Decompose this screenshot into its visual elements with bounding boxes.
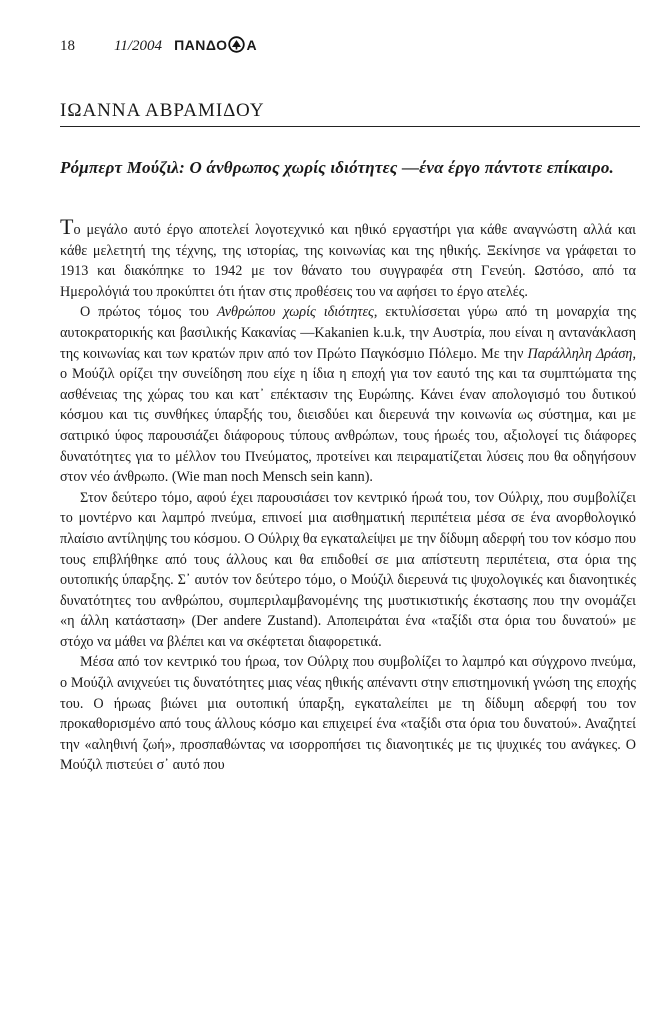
author-name: ΙΩΑΝΝΑ ΑΒΡΑΜΙΔΟΥ — [60, 100, 265, 121]
paragraph — [60, 214, 636, 302]
paragraph-text: , εκτυλίσσεται γύρω από τη μοναρχία της αυτοκρατορικής και βασιλικής Κακανίας —Kakanien k.u.k, την Αυστρία, που είναι η αντανάκλαση της κοινωνίας και των κρατών πριν από τον Πρώτο Παγκόσμιο Πόλεμο. Με την — [60, 304, 636, 362]
paragraph: Στον δεύτερο τόμο, αφού έχει παρουσιάσει τον κεντρικό ήρωά του, τον Ούλριχ, που συμβολίζει το μοντέρνο και λαμπρό πνεύμα, επινοεί μια αισθηματική περιπέτεια μέσα σε ένα ανορθολογικό πλαίσιο αντίληψης του κόσμου. Ο Ούλριχ θα εγκαταλείψει με την δίδυμη αδερφή του τον κόσμο που τους επιβλήθηκε από τους άλλους και θα επιδοθεί σε μια απίστευτη περιπέτεια, στα όρια της ουτοπικής ύπαρξης. Σ᾽ αυτόν τον δεύτερο τόμο, ο Μούζιλ διερευνά τις ψυχολογικές και διανοητικές δυνατότητες του ανθρώπου, συμπεριλαμβανομένης της μυστικιστικής έκστασης που την ονομάζει «η άλλη κατάσταση» (Der andere Zustand). Αποπειράται ένα «ταξίδι στα όρια του δυνατού» με στόχο να μάθει να βλέπει και να σκέφτεται διαφορετικά. — [60, 489, 636, 650]
paragraph-text: , ο Μούζιλ ορίζει την συνείδηση που είχε η ίδια η εποχή για τον εαυτό της και τα συμπτώματα της ασθένειας της χώρας του και κατ᾽ επέκτασιν της Ευρώπης. Κάνει έναν απολογισμό του δυτικού κόσμου και τις συνθήκες ύπαρξής του, διεισδύει και διερευνά την κοινωνία ως σύστημα, και με σατιρικό ύφος παρουσιάζει διάφορους τύπους ανθρώπων, τους ήρωές του, αξιολογεί τις διάφορες δυνατότητες για το μέλλον του Πνεύματος, προτείνει και πειραματίζεται λύσεις που θα οδηγήσουν στον νέο άνθρωπο. (Wie man noch Mensch sein kann). — [60, 345, 637, 486]
journal-name-part: ΠΑΝΔΟ — [174, 37, 228, 53]
journal-name-part: Α — [246, 37, 258, 53]
journal-logo-icon — [228, 36, 245, 56]
page-number: 18 — [60, 38, 75, 54]
italic-term: Παράλληλη Δράση — [527, 345, 633, 362]
article-body — [60, 214, 637, 776]
journal-name — [174, 36, 257, 56]
initial-letter: Τ — [60, 214, 74, 239]
article-title: Ρόμπερτ Μούζιλ: Ο άνθρωπος χωρίς ιδιότητες —ένα έργο πάντοτε επίκαιρο. — [60, 158, 614, 177]
paragraph-text: ο μεγάλο αυτό έργο αποτελεί λογοτεχνικό και ηθικό εργαστήρι για κάθε αναγνώστη αλλά και κάθε μελετητή της τέχνης, της ιστορίας, της κοινωνίας και της ηθικής. Ξεκίνησε να γράφεται το 1913 και διακόπηκε το 1942 με τον θάνατο του συγγραφέα στη Γενεύη. Ωστόσο, από τα Ημερολόγιά του προκύπτει ότι ήταν στις προθέσεις του να αφήσει το έργο ατελές. — [60, 222, 636, 300]
issue-number: 11/2004 — [114, 38, 163, 54]
paragraph-text: Ο πρώτος τόμος του — [80, 304, 217, 321]
header-divider — [60, 126, 640, 127]
paragraph: Μέσα από τον κεντρικό του ήρωα, τον Ούλριχ που συμβολίζει το λαμπρό και σύγχρονο πνεύμα, ο Μούζιλ ανιχνεύει τις δυνατότητες μιας νέας ηθικής απέναντι στην επιστημονική γνώση της εποχής του. Ο ήρωας βιώνει μια ουτοπική ύπαρξη, εγκαταλείπει με τη δίδυμη αδερφή του τον προκαθορισμένο από τους άλλους κόσμο και επιχειρεί ένα «ταξίδι στα όρια του δυνατού». Αναζητεί την «αληθινή ζωή», προσπαθώντας να ισορροπήσει τις διανοητικές με τις ψυχικές του ανάγκες. Ο Μούζιλ πιστεύει σ᾽ αυτό που — [60, 654, 636, 774]
paragraph — [60, 302, 636, 487]
italic-book-title: Ανθρώπου χωρίς ιδιότητες — [216, 304, 374, 321]
running-header — [60, 36, 638, 60]
